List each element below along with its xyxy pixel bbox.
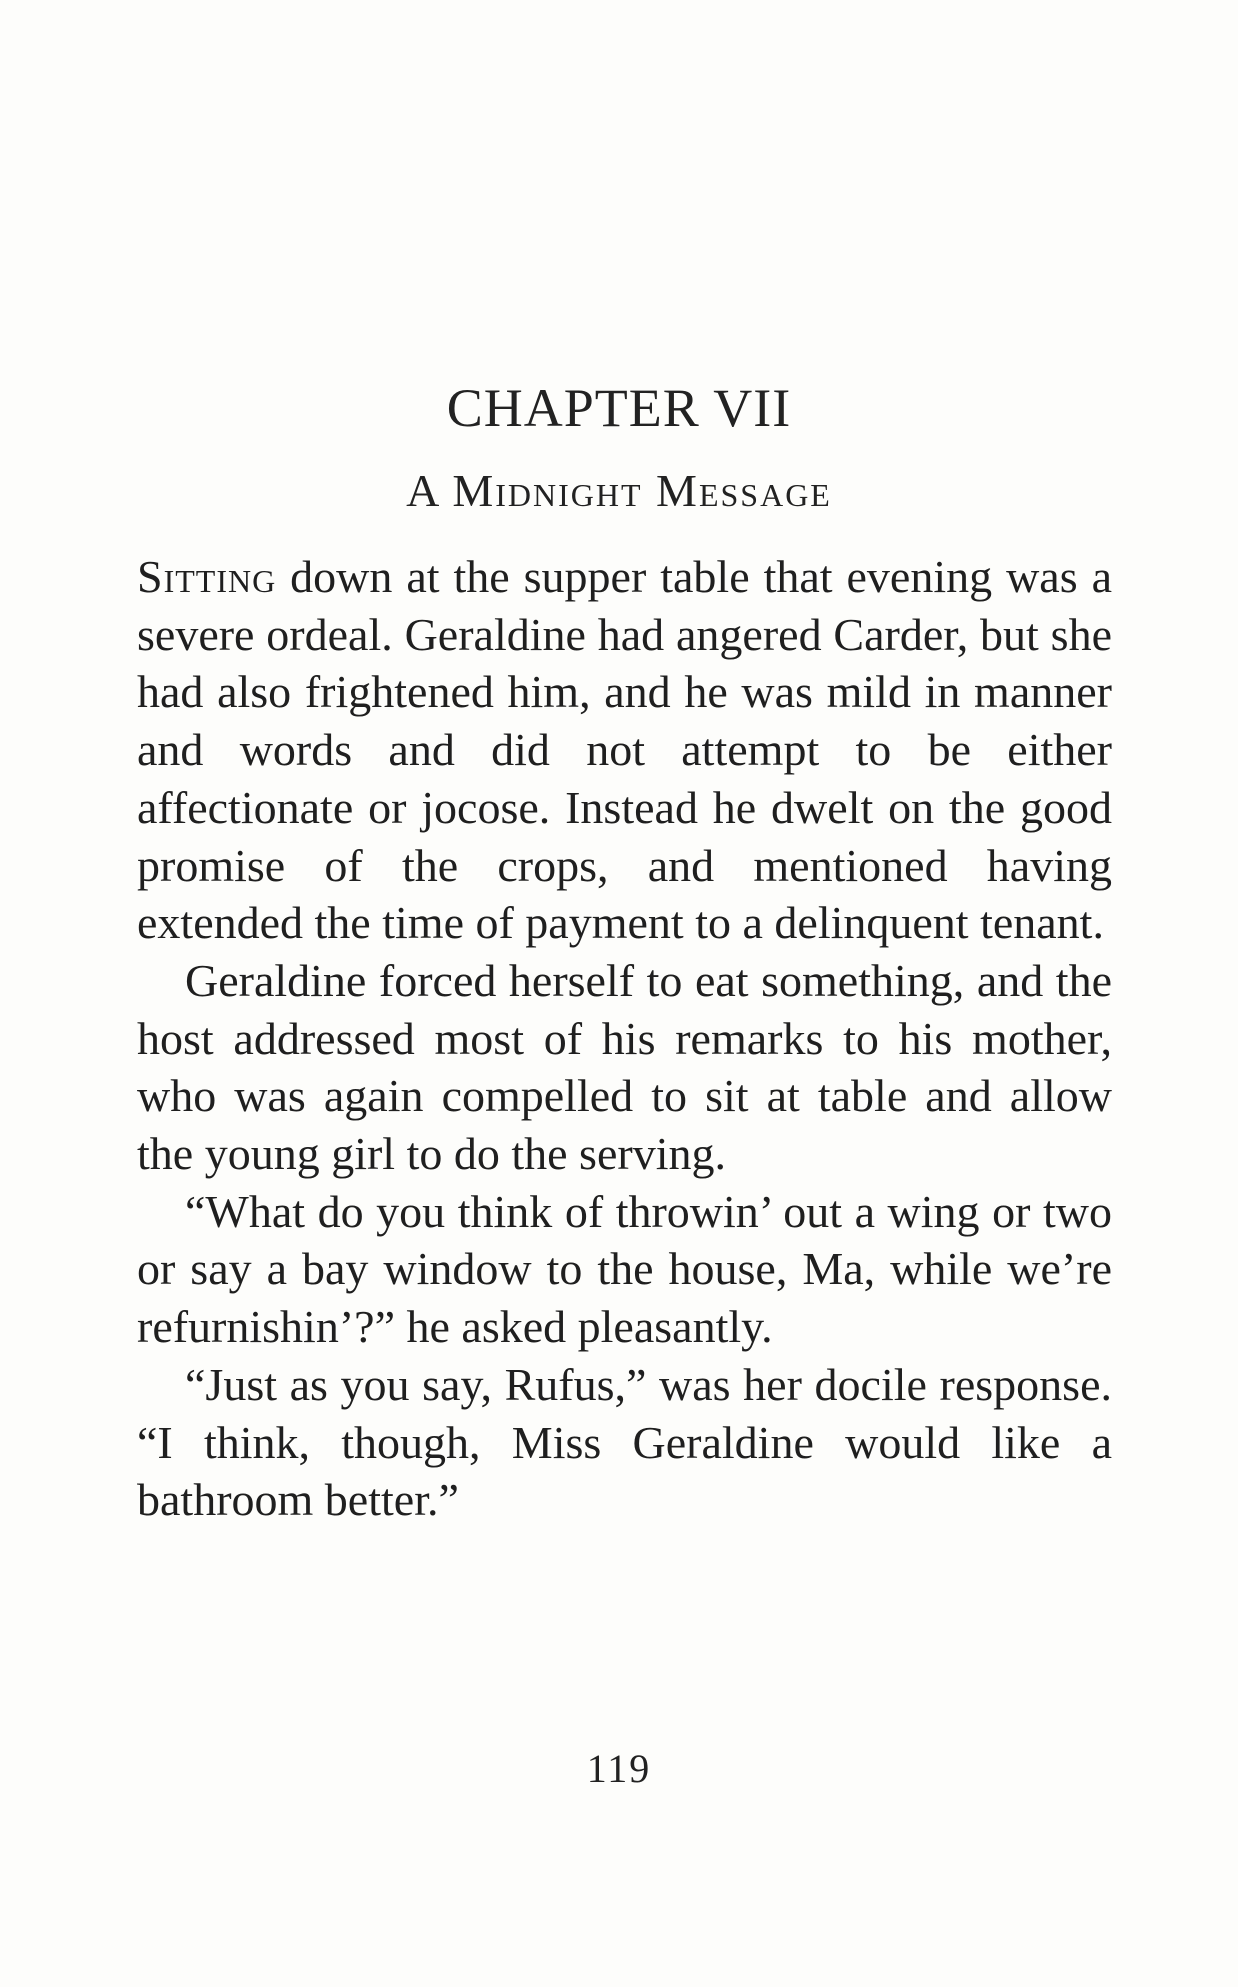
paragraph-4: “Just as you say, Rufus,” was her docile response. “I think, though, Miss Geraldine would like a bathroom better.” (137, 1358, 1112, 1526)
paragraph-lead-in: Sitting (137, 551, 277, 602)
chapter-title: A Midnight Message (406, 465, 832, 516)
paragraph-1 (137, 548, 1112, 952)
body-text (137, 548, 1112, 1529)
paragraph-2: Geraldine forced herself to eat something, and the host addressed most of his remarks to his mother, who was again compelled to sit at table and allow the young girl to do the serving. (137, 954, 1112, 1180)
paragraph-text: down at the supper table that evening was a severe ordeal. Geraldine had angered Carder, but she had also frightened him, and he was mild in manner and words and did not attempt to be either affectionate or jocose. Instead he dwelt on the good promise of the crops, and mentioned having extended the time of payment to a delinquent tenant. (137, 551, 1112, 949)
chapter-number: CHAPTER VII (446, 378, 792, 438)
paragraph-3: “What do you think of throwin’ out a wing or two or say a bay window to the house, Ma, while we’re refurnishin’?” he asked pleasantly. (137, 1185, 1112, 1353)
page-number: 119 (586, 1746, 652, 1791)
